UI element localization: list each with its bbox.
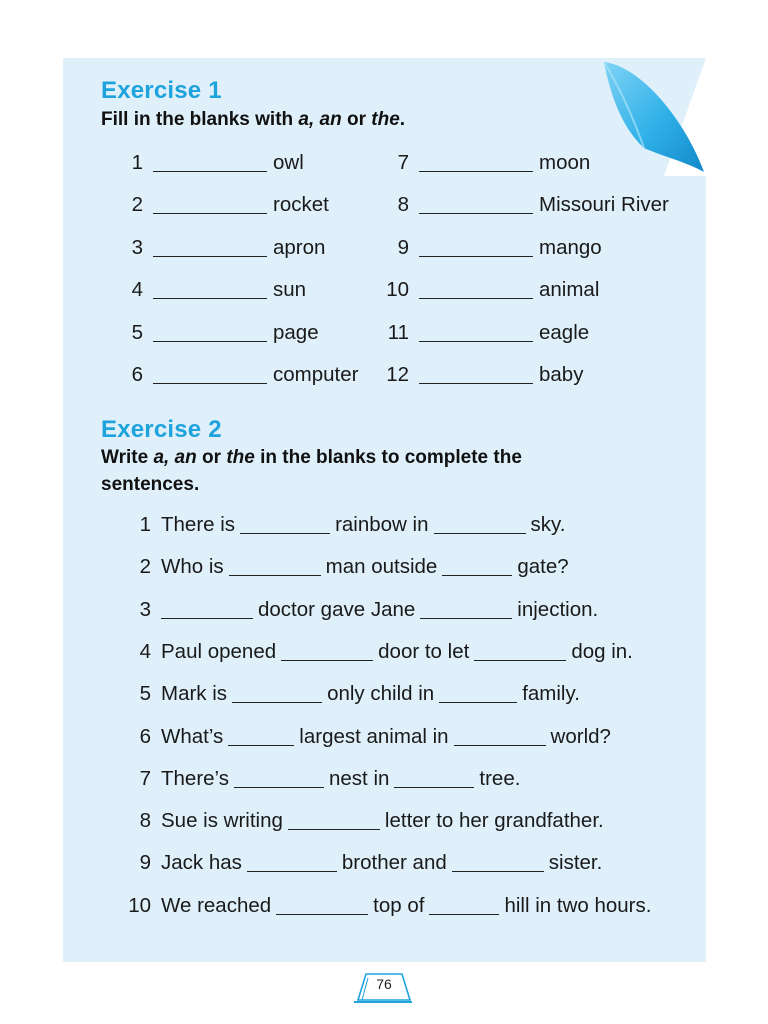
answer-blank[interactable] [429, 896, 499, 915]
exercise-1-item [131, 363, 359, 387]
item-number: 10 [386, 278, 409, 302]
item-number: 3 [131, 235, 143, 259]
exercise-2-sentence [139, 851, 603, 875]
sentence-text: top of [373, 893, 425, 917]
answer-blank[interactable] [288, 811, 380, 830]
sentence-number: 7 [139, 766, 151, 790]
item-number: 4 [131, 278, 143, 302]
sentence-text: sky. [530, 513, 566, 536]
answer-blank[interactable] [442, 557, 512, 576]
exercise-1-title: Exercise 1 [101, 77, 222, 104]
item-word: sun [273, 278, 307, 302]
exercise-1-item [387, 320, 590, 345]
sentence-text: brother and [341, 851, 447, 875]
exercise-1-item [386, 278, 600, 302]
sentence-text: letter to her grandfather. [384, 809, 604, 833]
item-number: 9 [397, 235, 409, 259]
item-number: 7 [397, 151, 409, 174]
sentence-text: gate? [517, 555, 569, 579]
sentence-text: only child in [327, 682, 435, 706]
sentence-text: Jack has [161, 851, 242, 875]
sentence-text: tree. [479, 766, 521, 790]
answer-blank[interactable] [153, 323, 267, 342]
item-number: 12 [386, 363, 409, 386]
sentence-text: largest animal in [299, 724, 449, 748]
item-number: 8 [397, 193, 409, 217]
item-number: 1 [131, 151, 143, 174]
sentence-number: 4 [139, 639, 151, 663]
answer-blank[interactable] [153, 153, 267, 172]
sentence-text: family. [522, 682, 580, 706]
answer-blank[interactable] [276, 896, 368, 915]
answer-blank[interactable] [420, 600, 512, 619]
answer-blank[interactable] [234, 769, 324, 788]
exercise-2-sentence [128, 893, 652, 918]
sentence-text: sister. [548, 851, 603, 875]
sentence-text: rainbow in [335, 513, 429, 536]
sentence-text: injection. [517, 597, 599, 621]
answer-blank[interactable] [240, 515, 330, 534]
answer-blank[interactable] [419, 238, 533, 257]
exercise-2-sentence [139, 766, 521, 791]
item-word: rocket [273, 193, 329, 217]
exercise-1-item [131, 320, 319, 345]
sentence-text: Who is [161, 555, 224, 579]
sentence-text: There’s [161, 766, 229, 790]
exercise-2-title: Exercise 2 [101, 416, 222, 443]
exercise-1-item [131, 193, 329, 217]
item-word: page [273, 320, 319, 344]
exercise-1-item [386, 363, 584, 387]
page-curl-graphic [600, 58, 706, 176]
answer-blank[interactable] [394, 769, 474, 788]
exercise-1-item [131, 151, 304, 175]
sentence-number: 1 [139, 513, 151, 536]
sentence-text: doctor gave Jane [258, 597, 416, 621]
answer-blank[interactable] [439, 684, 517, 703]
sentence-text: There is [161, 513, 236, 536]
exercise-1-item [131, 235, 326, 260]
item-number: 11 [387, 320, 409, 344]
item-number: 2 [131, 193, 143, 217]
sentence-text: nest in [329, 766, 390, 790]
sentence-text: hill in two hours. [504, 893, 652, 917]
page-number-badge [352, 970, 414, 1004]
answer-blank[interactable] [247, 853, 337, 872]
item-word: apron [273, 235, 326, 259]
answer-blank[interactable] [228, 727, 294, 746]
exercise-1-item [397, 151, 591, 175]
item-word: owl [273, 151, 304, 174]
answer-blank[interactable] [153, 280, 267, 299]
answer-blank[interactable] [419, 153, 533, 172]
answer-blank[interactable] [419, 365, 533, 384]
answer-blank[interactable] [419, 323, 533, 342]
sentence-number: 9 [139, 851, 151, 875]
answer-blank[interactable] [434, 515, 526, 534]
sentence-text: Sue is writing [161, 809, 283, 833]
exercise-2-sentence [139, 513, 566, 537]
exercise-1-item [131, 278, 307, 302]
sentence-text: door to let [378, 639, 470, 663]
sentence-text: Paul opened [161, 639, 277, 663]
answer-blank[interactable] [419, 280, 533, 299]
item-word: mango [539, 235, 602, 259]
item-word: Missouri River [539, 193, 669, 217]
sentence-text: What’s [161, 724, 224, 748]
answer-blank[interactable] [281, 642, 373, 661]
sentence-number: 2 [139, 555, 151, 579]
item-number: 6 [131, 363, 143, 386]
answer-blank[interactable] [153, 365, 267, 384]
sentence-number: 5 [139, 682, 151, 706]
answer-blank[interactable] [232, 684, 322, 703]
sentence-number: 10 [128, 893, 151, 917]
exercise-2-sentence [139, 809, 604, 833]
exercise-2-sentence [139, 682, 580, 706]
sentence-number: 8 [139, 809, 151, 833]
sentence-text: Mark is [161, 682, 228, 706]
answer-blank[interactable] [229, 557, 321, 576]
answer-blank[interactable] [419, 195, 533, 214]
answer-blank[interactable] [452, 853, 544, 872]
item-word: animal [539, 278, 600, 302]
exercise-2-sentence [139, 597, 599, 622]
item-word: eagle [539, 320, 590, 344]
sentence-text: We reached [161, 893, 272, 917]
answer-blank[interactable] [153, 238, 267, 257]
answer-blank[interactable] [153, 195, 267, 214]
page-number: 76 [376, 976, 392, 992]
item-word: baby [539, 363, 584, 386]
sentence-text: dog in. [571, 639, 633, 663]
sentence-number: 3 [139, 597, 151, 621]
exercise-2-sentence [139, 555, 569, 579]
exercise-2-instruction: Write a, an or the in the blanks to complete the sentences. [101, 447, 522, 495]
exercise-1-item [397, 193, 669, 217]
exercise-2-sentence [139, 724, 611, 749]
item-word: computer [273, 363, 359, 386]
exercise-1-item [397, 235, 602, 260]
item-word: moon [539, 151, 591, 174]
exercise-2-sentence [139, 639, 633, 664]
item-number: 5 [131, 320, 143, 344]
sentence-text: man outside [325, 555, 438, 579]
answer-blank[interactable] [454, 727, 546, 746]
answer-blank[interactable] [161, 600, 253, 619]
sentence-number: 6 [139, 724, 151, 748]
sentence-text: world? [550, 724, 611, 748]
answer-blank[interactable] [474, 642, 566, 661]
exercise-1-instruction: Fill in the blanks with a, an or the. [101, 109, 406, 130]
